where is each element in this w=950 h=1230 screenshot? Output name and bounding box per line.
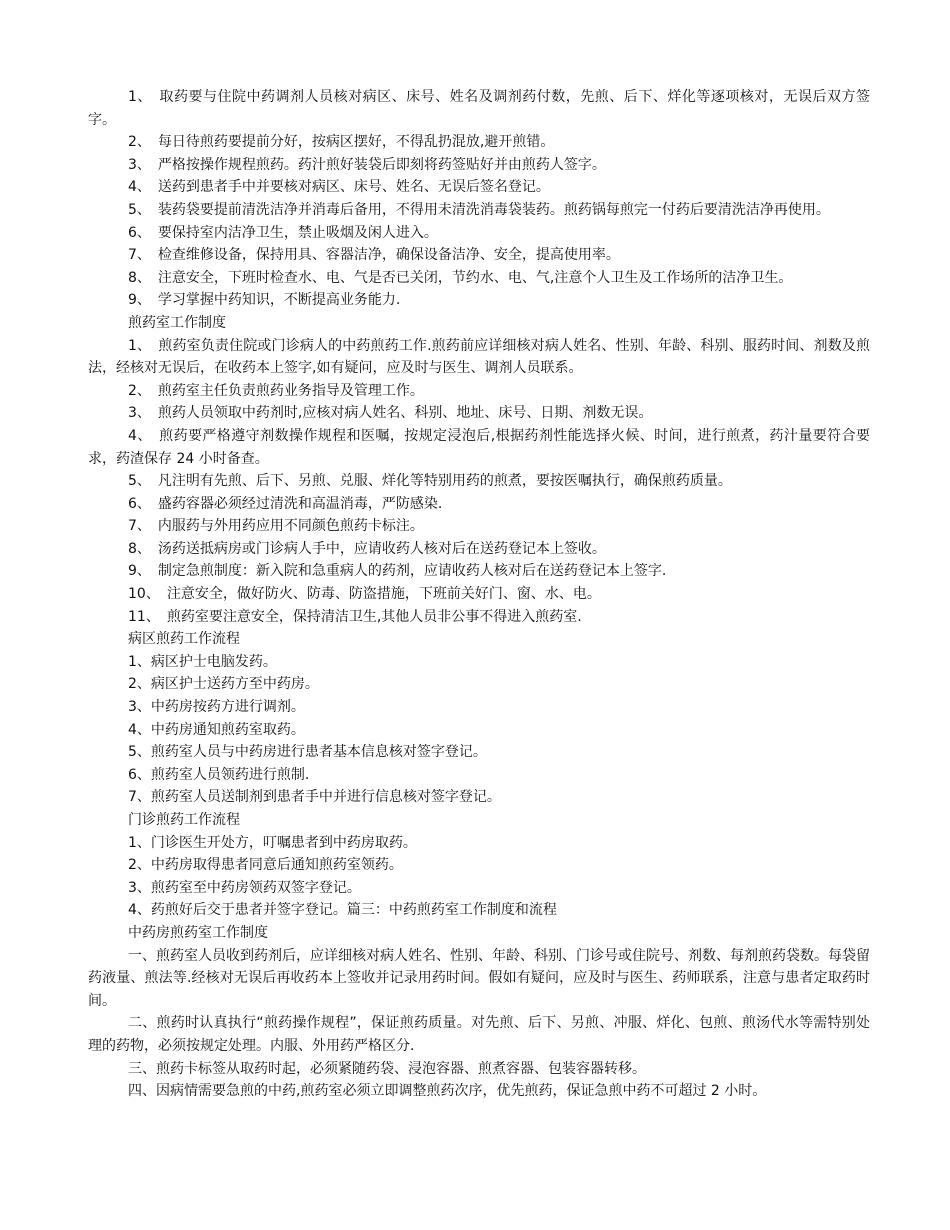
paragraph: 4、 送药到患者手中并要核对病区、床号、姓名、无误后签名登记。: [128, 179, 550, 196]
list-item: 1、病区护士电脑发药。: [128, 653, 277, 670]
paragraph: 一、煎药室人员收到药剂后，应详细核对病人姓名、性别、年龄、科别、门诊号或住院号、剂数、每剂煎药袋数。每袋留药液量、煎法等.经核对无误后再收药本上签收并记录用药时间。假如有疑问，应及时与医生、药师联系，注意与患者定取药时间。: [88, 947, 870, 1009]
paragraph: 4、 煎药要严格遵守剂数操作规程和医嘱，按规定浸泡后,根据药剂性能选择火候、时间，进行煎煮，药汁量要符合要求，药渣保存 24 小时备查。: [88, 427, 870, 467]
paragraph: 5、 装药袋要提前清洗洁净并消毒后备用，不得用未清洗消毒袋装药。煎药锅每煎完一付药后要清洗洁净再使用。: [128, 201, 830, 218]
paragraph: 11、 煎药室要注意安全，保持清洁卫生,其他人员非公事不得进入煎药室.: [128, 608, 582, 625]
list-item: 6、煎药室人员领药进行煎制.: [128, 766, 310, 783]
paragraph: 3、 煎药人员领取中药剂时,应核对病人姓名、科别、地址、床号、日期、剂数无误。: [128, 405, 653, 422]
paragraph: 6、 要保持室内洁净卫生，禁止吸烟及闲人进入。: [128, 224, 438, 241]
paragraph: 9、 制定急煎制度：新入院和急重病人的药剂，应请收药人核对后在送药登记本上签字.: [128, 563, 667, 580]
paragraph: 8、 汤药送抵病房或门诊病人手中，应请收药人核对后在送药登记本上签收。: [128, 540, 606, 557]
paragraph: 9、 学习掌握中药知识，不断提高业务能力.: [128, 292, 401, 309]
paragraph: 2、 每日待煎药要提前分好，按病区摆好，不得乱扔混放,避开煎错。: [128, 134, 555, 151]
list-item: 3、煎药室至中药房领药双签字登记。: [128, 879, 361, 896]
paragraph: 6、 盛药容器必须经过清洗和高温消毒，严防感染.: [128, 495, 443, 512]
paragraph: 1、 煎药室负责住院或门诊病人的中药煎药工作.煎药前应详细核对病人姓名、性别、年龄、科别、服药时间、剂数及煎法，经核对无误后，在收药本上签字,如有疑问，应及时与医生、调剂人员联系。: [88, 337, 870, 377]
paragraph: 7、 内服药与外用药应用不同颜色煎药卡标注。: [128, 518, 424, 535]
paragraph: 病区煎药工作流程: [128, 631, 240, 648]
paragraph: 3、 严格按操作规程煎药。药汁煎好装袋后即刻将药签贴好并由煎药人签字。: [128, 156, 606, 173]
paragraph: 7、 检查维修设备，保持用具、容器洁净，确保设备洁净、安全，提高使用率。: [128, 247, 620, 264]
paragraph: 10、 注意安全，做好防火、防毒、防盗措施，下班前关好门、窗、水、电。: [128, 586, 601, 603]
paragraph: 5、 凡注明有先煎、后下、另煎、兑服、烊化等特别用药的煎煮，要按医嘱执行，确保煎药质量。: [128, 473, 732, 490]
paragraph: 2、 煎药室主任负责煎药业务指导及管理工作。: [128, 382, 424, 399]
list-item: 5、煎药室人员与中药房进行患者基本信息核对签字登记。: [128, 744, 487, 761]
list-item: 2、病区护士送药方至中药房。: [128, 676, 319, 693]
paragraph: 煎药室工作制度: [128, 314, 226, 331]
list-item: 4、药煎好后交于患者并签字登记。篇三：中药煎药室工作制度和流程: [128, 902, 557, 919]
paragraph: 门诊煎药工作流程: [128, 812, 240, 828]
paragraph: 中药房煎药室工作制度: [128, 924, 268, 941]
list-item: 4、中药房通知煎药室取药。: [128, 721, 305, 738]
paragraph: 三、煎药卡标签从取药时起，必须紧随药袋、浸泡容器、煎煮容器、包装容器转移。: [128, 1060, 646, 1077]
paragraph: 二、煎药时认真执行“煎药操作规程”，保证煎药质量。对先煎、后下、另煎、冲服、烊化、包煎、煎汤代水等需特别处理的药物，必须按规定处理。内服、外用药严格区分.: [88, 1015, 870, 1054]
list-item: 1、门诊医生开处方，叮嘱患者到中药房取药。: [128, 834, 417, 851]
paragraph: 四、因病情需要急煎的中药,煎药室必须立即调整煎药次序，优先煎药，保证急煎中药不可超过 2 小时。: [128, 1083, 767, 1100]
list-item: 7、煎药室人员送制剂到患者手中并进行信息核对签字登记。: [128, 789, 501, 806]
list-item: 3、中药房按药方进行调剂。: [128, 699, 305, 716]
paragraph: 8、 注意安全，下班时检查水、电、气是否已关闭，节约水、电、气,注意个人卫生及工作场所的洁净卫生。: [128, 269, 793, 286]
list-item: 2、中药房取得患者同意后通知煎药室领药。: [128, 857, 403, 874]
paragraph: 1、 取药要与住院中药调剂人员核对病区、床号、姓名及调剂药付数，先煎、后下、烊化等逐项核对，无误后双方签字。: [88, 89, 870, 128]
